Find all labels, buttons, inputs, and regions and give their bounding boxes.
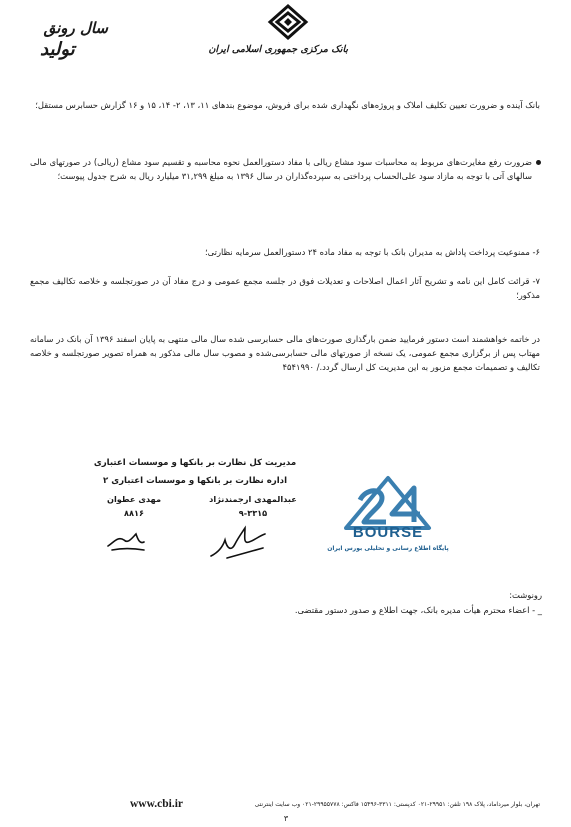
paragraph-item-6: ۶- ممنوعیت پرداخت پاداش به مدیران بانک با توجه به مفاد ماده ۲۴ دستورالعمل سرمایه نظارتی؛ (204, 247, 540, 257)
bourse-wordmark: BOURSE (352, 524, 424, 541)
signer-2-code: ۸۸۱۶ (124, 508, 144, 518)
signature-office: اداره نظارت بر بانکها و موسسات اعتباری ۲ (102, 476, 288, 486)
signature-department: مدیریت کل نظارت بر بانکها و موسسات اعتباری (93, 458, 297, 468)
signer-1-name: عبدالمهدی ارجمندنژاد (209, 494, 297, 504)
bullet-dot (536, 160, 541, 165)
motto-line-2: تولید (40, 39, 75, 60)
cc-title: رونوشت: (509, 590, 542, 600)
signer-2-name: مهدی عطوان (106, 494, 162, 504)
footer-address: تهران، بلوار میرداماد، پلاک ۱۹۸ تلفن: ۲۹۹۵۱-۰۲۱ کدپستی: ۳۳۱۱-۱۵۴۹۶ فاکس: ۲۹۹۵۵۷۷۸-۰۲۱ وب سایت اینترنتی (254, 801, 540, 808)
signer-1-code: ۹-۳۳۱۵ (238, 508, 268, 518)
paragraph-profit-discrepancy: ضرورت رفع مغایرت‌های مربوط به محاسبات سود مشاع ریالی با مفاد دستورالعمل نحوه محاسبه و تقسیم سود مشاع (ریالی) در صورتهای مالی سالهای آتی با توجه به مازاد سود علی‌الحساب پرداختی به سپرده‌گذاران در سال ۱۳۹۶ به مبلغ ۳۱,۲۹۹ میلیارد ریال به شرح جدول پیوست؛ (30, 157, 532, 181)
paragraph-items-continuation: بانک آینده و ضرورت تعیین تکلیف املاک و پروژه‌های نگهداری شده برای فروش، موضوع بندهای ۱۱، ۱۳، ۲- ۱۴، ۱۵ و ۱۶ گزارش حسابرس مستقل؛ (35, 100, 540, 110)
paragraph-closing: در خاتمه خواهشمند است دستور فرمایید ضمن بارگذاری صورت‌های مالی حسابرسی شده سال مالی منتهی به پایان اسفند ۱۳۹۶ آن بانک در سامانه مهتاب پس از برگزاری مجمع عمومی، یک نسخه از صورتهای مالی حسابرسی‌شده و مصوب سال مالی مذکور به همراه تصویر صورتجلسه و خلاصه تکالیف و تصمیمات مجمع مزبور به این مدیریت کل ارسال گردد./ ۴۵۴۱۹۹۰ (30, 334, 540, 372)
signature-2-mark (104, 520, 148, 554)
bank-name: بانک مرکزی جمهوری اسلامی ایران (208, 44, 348, 55)
signature-1-mark (205, 522, 275, 562)
paragraph-item-7: ۷- قرائت کامل این نامه و تشریح آثار اعمال اصلاحات و تعدیلات فوق در جلسه مجمع عمومی و درج مفاد آن در صورتجلسه و خلاصه تکالیف مجمع مذکور؛ (30, 276, 540, 300)
footer-website-url[interactable]: www.cbi.ir (130, 798, 184, 810)
motto-calligraphy (40, 18, 108, 72)
motto-line-1: سال رونق (43, 19, 108, 37)
cc-recipient: _ - اعضاء محترم هیأت مدیره بانک، جهت اطلاع و صدور دستور مقتضی. (294, 605, 542, 615)
page-number: ۳ (283, 814, 289, 823)
bourse-subtitle: پایگاه اطلاع رسانی و تحلیلی بورس ایران (327, 545, 449, 552)
bank-emblem-logo (266, 4, 310, 40)
